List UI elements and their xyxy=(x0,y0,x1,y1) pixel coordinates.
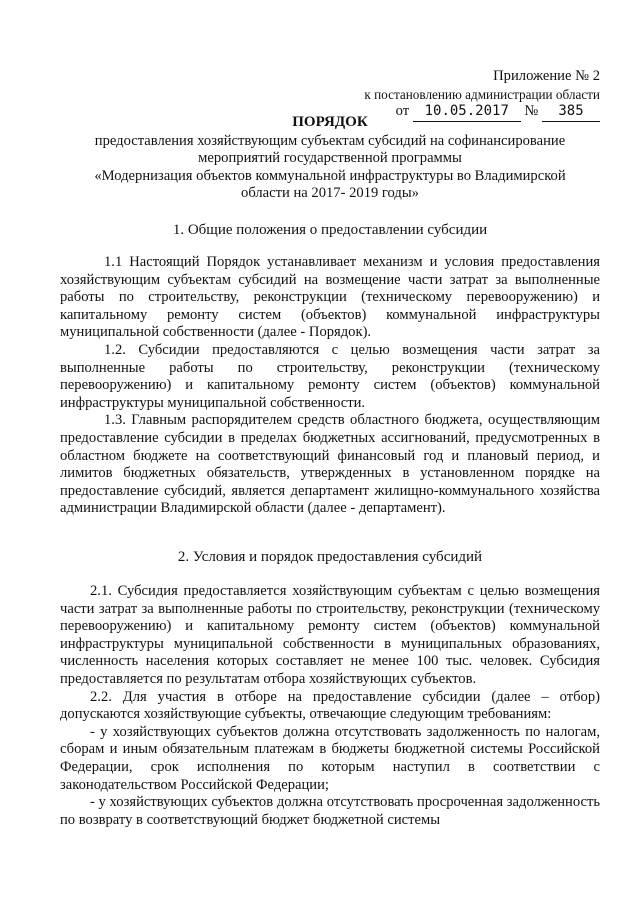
document-title xyxy=(60,114,600,203)
title-line-4: области на 2017- 2019 годы» xyxy=(241,185,419,202)
handwritten-date: 10.05.2017 xyxy=(413,103,521,122)
title-main: ПОРЯДОК xyxy=(292,114,368,130)
title-line-3: «Модернизация объектов коммунальной инфраструктуры во Владимирской xyxy=(94,167,566,184)
number-label: № xyxy=(524,103,539,120)
date-prefix: от xyxy=(395,103,410,120)
title-line-1: предоставления хозяйствующим субъектам субсидий на софинансирование xyxy=(94,132,566,149)
annex-title: Приложение № 2 xyxy=(493,68,600,84)
handwritten-number: 385 xyxy=(542,103,600,122)
title-line-2: мероприятий государственной программы xyxy=(198,150,462,167)
section-2-body xyxy=(60,583,600,829)
paragraph-2-1: 2.1. Субсидия предоставляется хозяйствующим субъектам с целью возмещения части затрат за выполненные работы по строительству, реконструкции (техническому перевооружению) и капитальному ремонту систем (объектов) коммунальной инфраструктуры муниципальной собственности в муниципальных образованиях, численность населения которых составляет не менее 100 тыс. человек. Субсидия предоставляется по результатам отбора хозяйствующих субъектов. xyxy=(60,583,600,687)
list-item: - у хозяйствующих субъектов должна отсутствовать просроченная задолженность по возврату в соответствующий бюджет бюджетной системы xyxy=(60,794,600,828)
section-1-heading: 1. Общие положения о предоставлении субсидии xyxy=(172,222,488,238)
section-1-body xyxy=(60,254,600,518)
annex-reference: к постановлению администрации области xyxy=(364,86,600,102)
paragraph-1-1: 1.1 Настоящий Порядок устанавливает механизм и условия предоставления хозяйствующим субъектам субсидий на возмещение части затрат за выполненные работы по строительству, реконструкции (техническому перевооружению) и капитальному ремонту систем (объектов) коммунальной инфраструктуры муниципальной собственности (далее - Порядок). xyxy=(60,254,600,341)
paragraph-1-3: 1.3. Главным распорядителем средств областного бюджета, осуществляющим предоставление субсидии в пределах бюджетных ассигнований, предусмотренных в областном бюджете на соответствующий финансовый год и плановый период, и лимитов бюджетных обязательств, утвержденных в установленном порядке на предоставление субсидий, является департамент жилищно-коммунального хозяйства администрации Владимирской области (далее - департамент). xyxy=(60,412,600,517)
section-2-heading: 2. Условия и порядок предоставления субсидий xyxy=(177,549,483,565)
list-item: - у хозяйствующих субъектов должна отсутствовать задолженность по налогам, сборам и иным обязательным платежам в бюджеты бюджетной системы Российской Федерации, срок исполнения по которым наступил в соответствии с законодательством Российской Федерации; xyxy=(60,723,600,793)
paragraph-1-2: 1.2. Субсидии предоставляются с целью возмещения части затрат за выполненные работы по строительству, реконструкции (техническому перевооружению) и капитальному ремонту систем (объектов) коммунальной инфраструктуры муниципальной собственности. xyxy=(60,341,600,411)
paragraph-2-2: 2.2. Для участия в отборе на предоставление субсидии (далее – отбор) допускаются хозяйствующие субъекты, отвечающие следующим требованиям: xyxy=(60,688,600,723)
